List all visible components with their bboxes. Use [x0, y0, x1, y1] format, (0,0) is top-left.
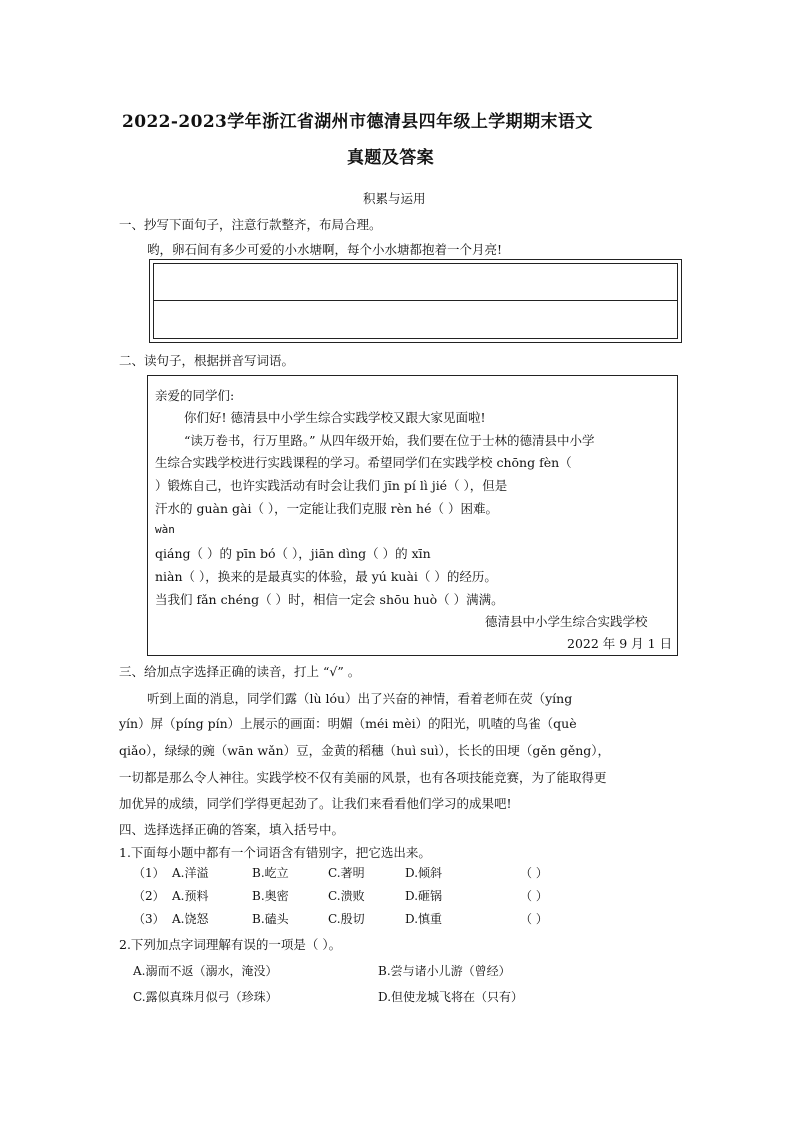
letter-line: 汗水的 guàn gài（ ），一定能让我们克服 rèn hé（ ）困难。	[155, 501, 498, 516]
option-c: C.殷切	[328, 912, 365, 926]
option-b: B.磕头	[252, 912, 289, 926]
q3-heading: 三、给加点字选择正确的读音，打上 “√” 。	[119, 664, 361, 679]
q3-line: 加优异的成绩，同学们学得更起劲了。让我们来看看他们学习的成果吧!	[119, 796, 512, 811]
letter-line: qiáng（ ）的 pīn bó（ ），jiān dìng（ ）的 xīn	[155, 546, 431, 561]
option-d: D.倾斜	[405, 866, 443, 880]
section-title: 积累与运用	[363, 191, 426, 206]
option-b: B.尝与诸小儿游（曾经）	[378, 964, 511, 978]
q1-sentence: 哟，卵石间有多少可爱的小水塘啊，每个小水塘都抱着一个月亮!	[147, 242, 503, 257]
q4-heading: 四、选择选择正确的答案，填入括号中。	[119, 822, 345, 837]
option-a: A.预料	[172, 889, 209, 903]
row-number: （2）	[133, 889, 165, 903]
answer-paren[interactable]: （ ）	[520, 866, 548, 880]
answer-paren[interactable]: （ ）	[520, 912, 548, 926]
writing-grid-inner	[153, 263, 678, 339]
q3-line: 听到上面的消息，同学们露（lù lóu）出了兴奋的神情，看着老师在荧（yíng	[147, 691, 573, 706]
option-b: B.屹立	[252, 866, 289, 880]
letter-greeting: 亲爱的同学们:	[155, 388, 235, 403]
q3-line: qiǎo），绿绿的豌（wān wǎn）豆，金黄的稻穗（huì suì），长长的田埂（gěn gěng），	[119, 743, 611, 758]
q4-sub1: 1.下面每小题中都有一个词语含有错别字，把它选出来。	[119, 845, 431, 860]
option-c: C.著明	[328, 866, 365, 880]
letter-paragraph-1: 你们好! 德清县中小学生综合实践学校又跟大家见面啦!	[184, 410, 486, 425]
writing-line	[153, 300, 678, 301]
q3-line: 一切都是那么令人神往。实践学校不仅有美丽的风景，也有各项技能竞赛，为了能取得更	[119, 770, 607, 785]
letter-line: ）锻炼自己，也许实践活动有时会让我们 jīn pí lì jié（ ），但是	[155, 478, 508, 493]
page-title: 2022-2023学年浙江省湖州市德清县四年级上学期期末语文	[122, 112, 593, 132]
row-number: （3）	[133, 912, 165, 926]
row-number: （1）	[133, 866, 165, 880]
option-d: D.砸锅	[405, 889, 443, 903]
page-title-line2: 真题及答案	[347, 148, 434, 168]
option-a: A.溺而不返（溺水，淹没）	[133, 964, 278, 978]
q3-line: yín）屏（píng pín）上展示的画面：明媚（méi mèi）的阳光，叽喳的鸟雀（què	[119, 716, 577, 731]
option-d: D.慎重	[405, 912, 443, 926]
letter-line: 当我们 fǎn chéng（ ）时，相信一定会 shōu huò（ ）满满。	[155, 592, 504, 607]
letter-line: niàn（ ），换来的是最真实的体验，最 yú kuài（ ）的经历。	[155, 569, 497, 584]
option-b: B.奥密	[252, 889, 289, 903]
option-c: C.露似真珠月似弓（珍珠）	[133, 990, 278, 1004]
letter-pinyin: wàn	[155, 523, 175, 536]
letter-signature: 德清县中小学生综合实践学校	[485, 614, 648, 629]
answer-paren[interactable]: （ ）	[520, 889, 548, 903]
option-c: C.溃败	[328, 889, 365, 903]
q2-heading: 二、读句子，根据拼音写词语。	[119, 353, 295, 368]
q4-sub2: 2.下列加点字词理解有误的一项是（ ）。	[119, 937, 342, 952]
option-a: A.洋溢	[172, 866, 209, 880]
letter-line: 生综合实践学校进行实践课程的学习。希望同学们在实践学校 chōng fèn（	[155, 455, 572, 470]
letter-date: 2022 年 9 月 1 日	[567, 636, 673, 651]
q1-heading: 一、抄写下面句子，注意行款整齐，布局合理。	[119, 217, 382, 232]
option-d: D.但使龙城飞将在（只有）	[378, 990, 524, 1004]
option-a: A.饶怒	[172, 912, 209, 926]
letter-line: “读万卷书，行万里路。” 从四年级开始，我们要在位于士林的德清县中小学	[184, 433, 595, 448]
